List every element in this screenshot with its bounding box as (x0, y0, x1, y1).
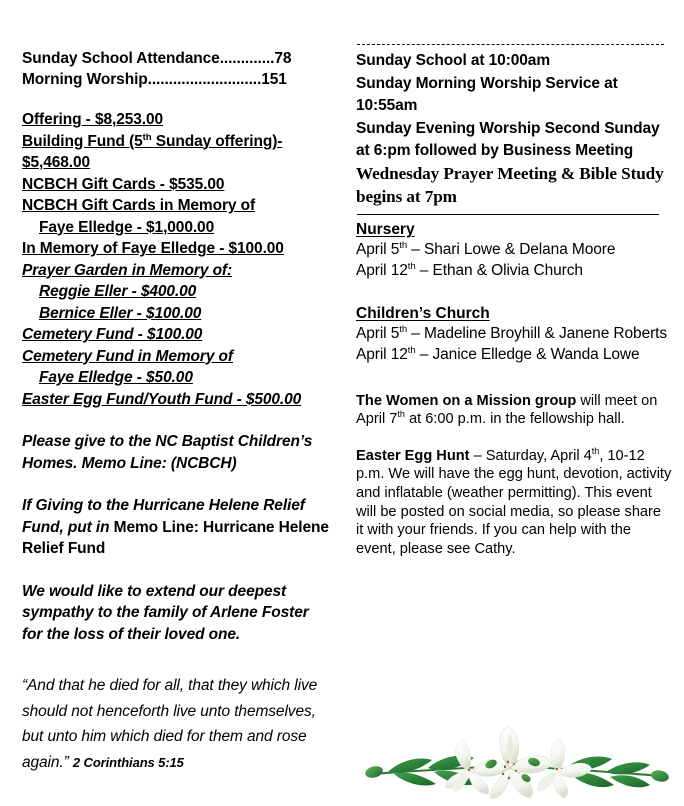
offering-line: Offering - $8,253.00 (22, 111, 164, 128)
dashed-divider-top (357, 44, 664, 45)
childrens-entry-2-date: April 12 (356, 345, 408, 363)
easter-egg-hunt-body-1: – Saturday, April 4 (469, 447, 592, 464)
hurricane-relief-note (22, 495, 330, 560)
prayer-garden-reggie-line: Reggie Eller - $400.00 (39, 283, 197, 300)
women-on-mission-announcement (356, 392, 672, 429)
verse-reference: 2 Corinthians 5:15 (72, 754, 184, 770)
women-on-mission-body-2: at 6:00 p.m. in the fellowship hall. (404, 411, 625, 428)
nursery-heading: Nursery (356, 221, 415, 239)
nursery-entry-april-5 (356, 240, 672, 261)
building-fund-line (22, 131, 282, 153)
service-time-sunday-school: Sunday School at 10:00am (356, 52, 550, 69)
building-fund-ordinal: th (142, 131, 152, 143)
nursery-entry-1-names: – Shari Lowe & Delana Moore (407, 241, 616, 259)
prayer-garden-label-line: Prayer Garden in Memory of: (22, 261, 233, 279)
nursery-entry-april-12 (356, 261, 672, 282)
women-on-mission-lead: The Women on a Mission group (356, 392, 577, 409)
service-times-block (356, 50, 672, 208)
easter-egg-hunt-ordinal: th (591, 445, 600, 456)
childrens-church-entry-april-12 (356, 345, 672, 366)
nursery-entry-2-ordinal: th (407, 260, 416, 272)
in-memory-faye-line: In Memory of Faye Elledge - $100.00 (22, 240, 284, 257)
nursery-entry-1-date: April 5 (356, 241, 400, 259)
childrens-church-entry-april-5 (356, 324, 672, 345)
service-time-sunday-evening: Sunday Evening Worship Second Sunday at 6:pm followed by Business Meeting (356, 119, 664, 160)
childrens-entry-1-date: April 5 (356, 325, 400, 343)
easter-egg-hunt-lead: Easter Egg Hunt (356, 447, 470, 464)
building-fund-amount-line: $5,468.00 (22, 154, 91, 171)
building-fund-suffix: Sunday offering)- (151, 132, 283, 150)
childrens-entry-2-names: – Janice Elledge & Wanda Lowe (415, 345, 640, 363)
scripture-verse (22, 673, 330, 775)
sunday-school-attendance-line: Sunday School Attendance.............78 (22, 50, 292, 67)
ncbch-giving-note: Please give to the NC Baptist Children’s Homes. Memo Line: (NCBCH) (22, 433, 313, 472)
left-column (0, 0, 344, 775)
childrens-entry-2-ordinal: th (407, 344, 416, 356)
easter-egg-fund-line: Easter Egg Fund/Youth Fund - $500.00 (22, 390, 302, 408)
solid-divider-nursery (357, 214, 659, 215)
easter-egg-hunt-body-2: , 10-12 p.m. We will have the egg hunt, devotion, activity and inflatable (weather permitting). This event will be posted on social media, so please share it with your friends. If you can help with the event, please see Cathy. (356, 447, 672, 557)
childrens-church-heading: Children’s Church (356, 305, 490, 323)
nursery-section (356, 214, 672, 281)
cemetery-memory-name-line: Faye Elledge - $50.00 (39, 369, 193, 386)
nursery-entry-2-names: – Ethan & Olivia Church (415, 261, 583, 279)
cemetery-memory-label-line: Cemetery Fund in Memory of (22, 347, 233, 365)
nursery-entry-1-ordinal: th (399, 240, 408, 251)
nursery-entry-2-date: April 12 (356, 261, 408, 279)
sympathy-note: We would like to extend our deepest sympathy to the family of Arlene Foster for the loss of their loved one. (22, 582, 309, 643)
easter-egg-hunt-announcement (356, 447, 672, 559)
women-on-mission-ordinal: th (397, 409, 405, 420)
childrens-entry-1-ordinal: th (399, 324, 408, 336)
offerings-block (22, 109, 330, 410)
service-time-wednesday: Wednesday Prayer Meeting & Bible Study begins at 7pm (356, 163, 668, 206)
service-time-sunday-morning: Sunday Morning Worship Service at 10:55am (356, 74, 622, 115)
hurricane-note-memo-part: Memo Line: Hurricane Helene Relief Fund (22, 518, 329, 557)
hurricane-note-italic-part: If Giving to the Hurricane Helene Relief Fund, put in (22, 497, 305, 536)
childrens-entry-1-names: – Madeline Broyhill & Janene Roberts (407, 325, 668, 343)
ncbch-memory-name-line: Faye Elledge - $1,000.00 (39, 218, 215, 236)
morning-worship-attendance-line: Morning Worship...........................151 (22, 71, 287, 88)
ncbch-gift-cards-line: NCBCH Gift Cards - $535.00 (22, 175, 225, 193)
verse-text: “And that he died for all, that they which live should not henceforth live unto themselves, but unto him which died for them and rose again.” (22, 677, 318, 771)
women-on-mission-body-1: will meet on April 7 (356, 392, 658, 428)
building-fund-prefix: Building Fund (5 (22, 132, 143, 150)
cemetery-fund-line: Cemetery Fund - $100.00 (22, 326, 203, 343)
prayer-garden-bernice-line: Bernice Eller - $100.00 (39, 304, 202, 322)
ncbch-memory-label-line: NCBCH Gift Cards in Memory of (22, 197, 256, 214)
right-column (344, 0, 684, 558)
floral-spray-image (358, 722, 676, 802)
attendance-block (22, 48, 330, 90)
childrens-church-section (356, 303, 672, 365)
